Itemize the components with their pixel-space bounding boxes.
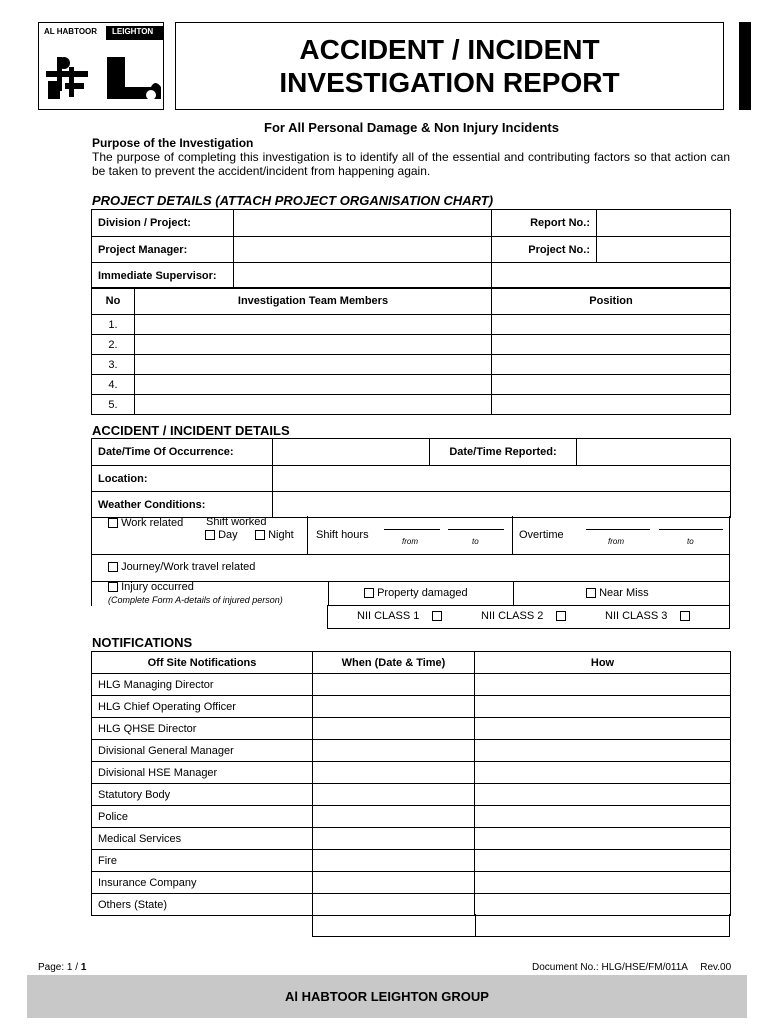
team-position-field[interactable]: [492, 335, 731, 355]
reported-field[interactable]: [577, 439, 731, 466]
notif-recipient: Fire: [92, 850, 313, 872]
team-row-no: 3.: [92, 355, 135, 375]
night-checkbox[interactable]: [255, 530, 265, 540]
team-col-no: No: [92, 288, 135, 315]
injury-note: (Complete Form A-details of injured person): [108, 595, 283, 605]
notif-how-field[interactable]: [475, 674, 731, 696]
report-no-field[interactable]: [597, 210, 731, 237]
overtime-from-field[interactable]: [586, 529, 650, 530]
notif-recipient: Insurance Company: [92, 872, 313, 894]
property-checkbox[interactable]: [364, 588, 374, 598]
notif-recipient: Others (State): [92, 894, 313, 916]
table-row: [92, 872, 731, 894]
table-row: [92, 395, 731, 415]
nii-class-3-checkbox[interactable]: [680, 611, 690, 621]
table-row: [92, 806, 731, 828]
notif-extra-row: [312, 914, 730, 937]
table-row: [92, 828, 731, 850]
journey-checkbox[interactable]: [108, 562, 118, 572]
supervisor-field[interactable]: [234, 263, 492, 289]
team-position-field[interactable]: [492, 355, 731, 375]
team-member-field[interactable]: [135, 335, 492, 355]
location-field[interactable]: [273, 466, 731, 492]
side-bar: [739, 22, 751, 110]
page-indicator: [38, 962, 86, 973]
notif-when-field[interactable]: [313, 740, 475, 762]
project-no-field[interactable]: [597, 237, 731, 263]
injury-checkbox[interactable]: [108, 582, 118, 592]
manager-label: Project Manager:: [92, 237, 234, 263]
team-member-field[interactable]: [135, 395, 492, 415]
subtitle: For All Personal Damage & Non Injury Incidents: [264, 120, 559, 135]
project-details-table: [91, 209, 731, 289]
nii-class-3-label: NII CLASS 3: [605, 610, 668, 622]
injury-label: Injury occurred: [121, 581, 194, 593]
notif-how-field[interactable]: [475, 696, 731, 718]
notif-recipient: Divisional HSE Manager: [92, 762, 313, 784]
incident-table: [91, 438, 731, 518]
title-line-2: INVESTIGATION REPORT: [279, 67, 620, 98]
table-row: [92, 674, 731, 696]
reported-label: Date/Time Reported:: [430, 439, 577, 466]
notif-how-field[interactable]: [475, 718, 731, 740]
team-row-no: 2.: [92, 335, 135, 355]
team-member-field[interactable]: [135, 355, 492, 375]
nii-row: [91, 605, 730, 629]
occurrence-label: Date/Time Of Occurrence:: [92, 439, 273, 466]
notif-recipient: Police: [92, 806, 313, 828]
team-row-no: 4.: [92, 375, 135, 395]
injury-row: [91, 581, 730, 606]
notif-when-field[interactable]: [313, 894, 475, 916]
notif-recipient: Statutory Body: [92, 784, 313, 806]
occurrence-field[interactable]: [273, 439, 430, 466]
overtime-from-label: from: [608, 537, 624, 546]
work-related-checkbox[interactable]: [108, 518, 118, 528]
team-row-no: 5.: [92, 395, 135, 415]
team-row-no: 1.: [92, 315, 135, 335]
notifications-table: [91, 651, 731, 916]
table-row: [92, 740, 731, 762]
division-label: Division / Project:: [92, 210, 234, 237]
revision: Rev.00: [700, 962, 732, 973]
page-label: Page: 1 /: [38, 962, 81, 973]
footer-company: Al HABTOOR LEIGHTON GROUP: [285, 989, 489, 1004]
team-col-position: Position: [492, 288, 731, 315]
document-number: [532, 962, 731, 973]
notif-when-field[interactable]: [313, 718, 475, 740]
nii-class-1-label: NII CLASS 1: [357, 610, 420, 622]
notif-how-field[interactable]: [475, 850, 731, 872]
notifications-heading: NOTIFICATIONS: [92, 635, 193, 650]
notif-recipient: HLG Chief Operating Officer: [92, 696, 313, 718]
logo-left-text: AL HABTOOR: [44, 27, 98, 36]
overtime-to-field[interactable]: [659, 529, 723, 530]
title-line-1: ACCIDENT / INCIDENT: [299, 34, 600, 65]
overtime-label: Overtime: [519, 529, 564, 541]
notif-recipient: HLG Managing Director: [92, 674, 313, 696]
day-label: Day: [218, 529, 238, 541]
table-row: [92, 762, 731, 784]
notif-how-field[interactable]: [475, 762, 731, 784]
weather-field[interactable]: [273, 492, 731, 518]
incident-details-heading: ACCIDENT / INCIDENT DETAILS: [92, 423, 290, 438]
purpose-heading: Purpose of the Investigation: [92, 136, 254, 150]
shift-from-field[interactable]: [384, 529, 440, 530]
notif-how-field[interactable]: [475, 828, 731, 850]
division-field[interactable]: [234, 210, 492, 237]
project-no-label: Project No.:: [492, 237, 597, 263]
property-label: Property damaged: [377, 587, 468, 599]
notif-how-field[interactable]: [475, 872, 731, 894]
table-row: [92, 850, 731, 872]
notif-when-field[interactable]: [313, 674, 475, 696]
table-row: [92, 355, 731, 375]
notif-col-when: When (Date & Time): [313, 652, 475, 674]
table-row: [92, 718, 731, 740]
notif-when-field[interactable]: [313, 762, 475, 784]
team-table: [91, 287, 731, 415]
night-label: Night: [268, 529, 294, 541]
purpose-text: The purpose of completing this investigation is to identify all of the essential and contributing factors so that action can be taken to prevent the accident/incident from happening again.: [92, 150, 730, 178]
notif-when-field[interactable]: [313, 828, 475, 850]
notif-recipient: HLG QHSE Director: [92, 718, 313, 740]
near-miss-checkbox[interactable]: [586, 588, 596, 598]
notif-recipient: Divisional General Manager: [92, 740, 313, 762]
notif-how-field[interactable]: [475, 806, 731, 828]
notif-when-field[interactable]: [313, 850, 475, 872]
table-row: [92, 784, 731, 806]
team-position-field[interactable]: [492, 315, 731, 335]
nii-class-1-checkbox[interactable]: [432, 611, 442, 621]
notif-when-field[interactable]: [313, 872, 475, 894]
team-col-members: Investigation Team Members: [135, 288, 492, 315]
logo-right-text: LEIGHTON: [106, 26, 164, 40]
page-total: 1: [80, 962, 87, 973]
project-details-heading: PROJECT DETAILS (ATTACH PROJECT ORGANISATION CHART): [92, 193, 494, 208]
report-title: [175, 22, 724, 110]
nii-class-2-checkbox[interactable]: [556, 611, 566, 621]
journey-label: Journey/Work travel related: [121, 561, 256, 573]
overtime-to-label: to: [687, 537, 694, 546]
table-row: [92, 696, 731, 718]
team-member-field[interactable]: [135, 375, 492, 395]
shift-worked-label: Shift worked: [206, 516, 267, 528]
doc-no: Document No.: HLG/HSE/FM/011A: [532, 962, 688, 973]
team-member-field[interactable]: [135, 315, 492, 335]
company-logo: [38, 22, 164, 110]
supervisor-label: Immediate Supervisor:: [92, 263, 234, 289]
notif-when-field[interactable]: [313, 806, 475, 828]
work-related-label: Work related: [121, 517, 184, 529]
shift-hours-label: Shift hours: [316, 529, 369, 541]
shift-to-label: to: [472, 537, 479, 546]
table-row: [92, 375, 731, 395]
supervisor-extra-field[interactable]: [492, 263, 731, 289]
shift-to-field[interactable]: [448, 529, 504, 530]
journey-row: [91, 555, 730, 582]
team-position-field[interactable]: [492, 395, 731, 415]
team-position-field[interactable]: [492, 375, 731, 395]
table-row: [92, 894, 731, 916]
nii-class-2-label: NII CLASS 2: [481, 610, 544, 622]
notif-when-field[interactable]: [313, 784, 475, 806]
manager-field[interactable]: [234, 237, 492, 263]
logo-mark-icon: [39, 23, 165, 111]
weather-label: Weather Conditions:: [92, 492, 273, 518]
notif-how-field[interactable]: [475, 740, 731, 762]
notif-recipient: Medical Services: [92, 828, 313, 850]
notif-col-how: How: [475, 652, 731, 674]
shift-row: [91, 516, 730, 555]
location-label: Location:: [92, 466, 273, 492]
day-checkbox[interactable]: [205, 530, 215, 540]
notif-how-field[interactable]: [475, 784, 731, 806]
notif-how-field[interactable]: [475, 894, 731, 916]
near-miss-label: Near Miss: [599, 587, 649, 599]
report-no-label: Report No.:: [492, 210, 597, 237]
table-row: [92, 315, 731, 335]
notif-when-field[interactable]: [313, 696, 475, 718]
shift-from-label: from: [402, 537, 418, 546]
table-row: [92, 335, 731, 355]
notif-col-offsite: Off Site Notifications: [92, 652, 313, 674]
